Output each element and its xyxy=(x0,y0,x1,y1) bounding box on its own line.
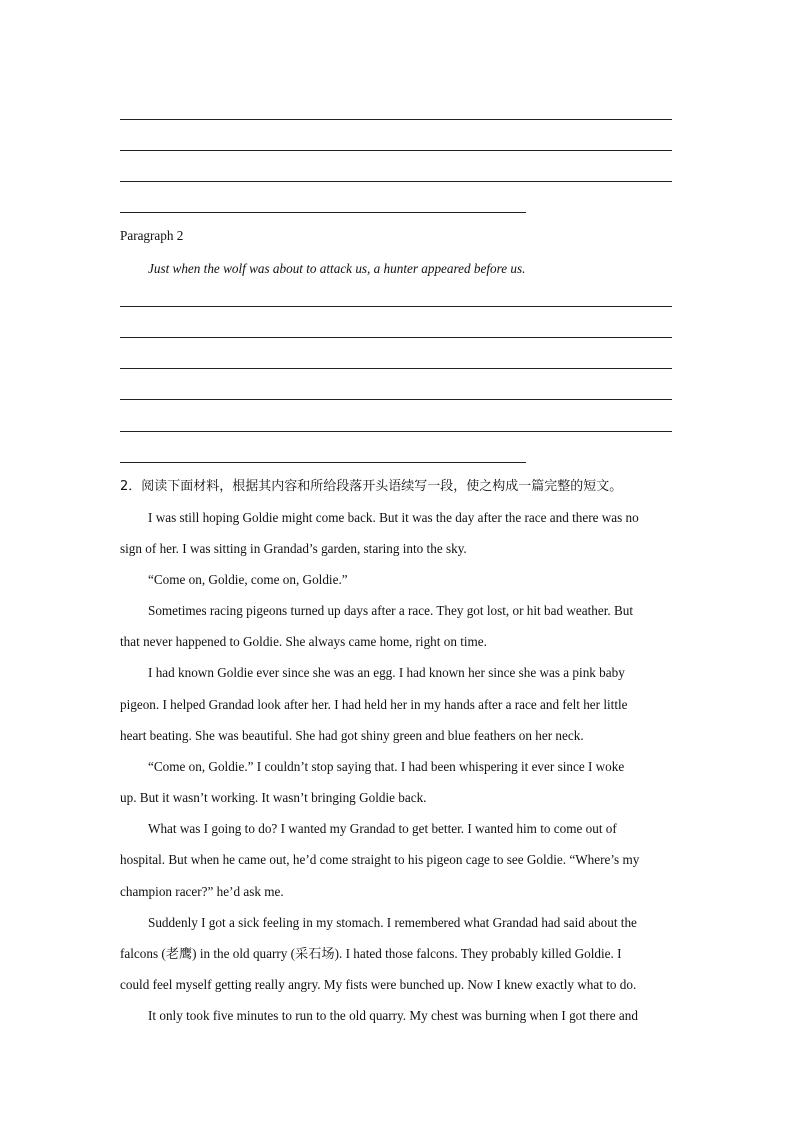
answer-line xyxy=(120,431,672,432)
passage-line: champion racer?” he’d ask me. xyxy=(120,884,284,899)
question-2-instruction: 2．阅读下面材料，根据其内容和所给段落开头语续写一段，使之构成一篇完整的短文。 xyxy=(120,479,623,494)
passage-line: could feel myself getting really angry. My fists were bunched up. Now I knew exactly what to do. xyxy=(120,977,637,992)
passage-line: Sometimes racing pigeons turned up days after a race. They got lost, or hit bad weather. But xyxy=(148,603,634,618)
answer-line xyxy=(120,181,672,182)
answer-line xyxy=(120,212,526,213)
passage-line: that never happened to Goldie. She always came home, right on time. xyxy=(120,634,487,649)
passage-line: pigeon. I helped Grandad look after her. I had held her in my hands after a race and felt her little xyxy=(120,697,628,712)
passage-line: I was still hoping Goldie might come back. But it was the day after the race and there was no xyxy=(148,510,639,525)
passage-line: falcons (老鹰) in the old quarry (采石场). I hated those falcons. They probably killed Goldie. I xyxy=(120,946,622,961)
answer-line xyxy=(120,150,672,151)
answer-line xyxy=(120,462,526,463)
passage-line: heart beating. She was beautiful. She had got shiny green and blue feathers on her neck. xyxy=(120,728,584,743)
passage-line: sign of her. I was sitting in Grandad’s garden, staring into the sky. xyxy=(120,541,467,556)
passage-line: up. But it wasn’t working. It wasn’t bringing Goldie back. xyxy=(120,790,427,805)
passage-line: It only took five minutes to run to the old quarry. My chest was burning when I got there and xyxy=(148,1008,638,1023)
answer-line xyxy=(120,306,672,307)
answer-line xyxy=(120,368,672,369)
passage-line: I had known Goldie ever since she was an egg. I had known her since she was a pink baby xyxy=(148,665,625,680)
passage-line: hospital. But when he came out, he’d come straight to his pigeon cage to see Goldie. “Where’s my xyxy=(120,852,640,867)
passage-line: What was I going to do? I wanted my Grandad to get better. I wanted him to come out of xyxy=(148,821,617,836)
paragraph-2-opening-sentence: Just when the wolf was about to attack us, a hunter appeared before us. xyxy=(148,261,526,276)
passage-line: “Come on, Goldie.” I couldn’t stop saying that. I had been whispering it ever since I woke xyxy=(148,759,625,774)
paragraph-2-label: Paragraph 2 xyxy=(120,228,184,243)
answer-line xyxy=(120,399,672,400)
passage-line: Suddenly I got a sick feeling in my stomach. I remembered what Grandad had said about the xyxy=(148,915,637,930)
answer-line xyxy=(120,119,672,120)
answer-line xyxy=(120,337,672,338)
passage-line: “Come on, Goldie, come on, Goldie.” xyxy=(148,572,348,587)
